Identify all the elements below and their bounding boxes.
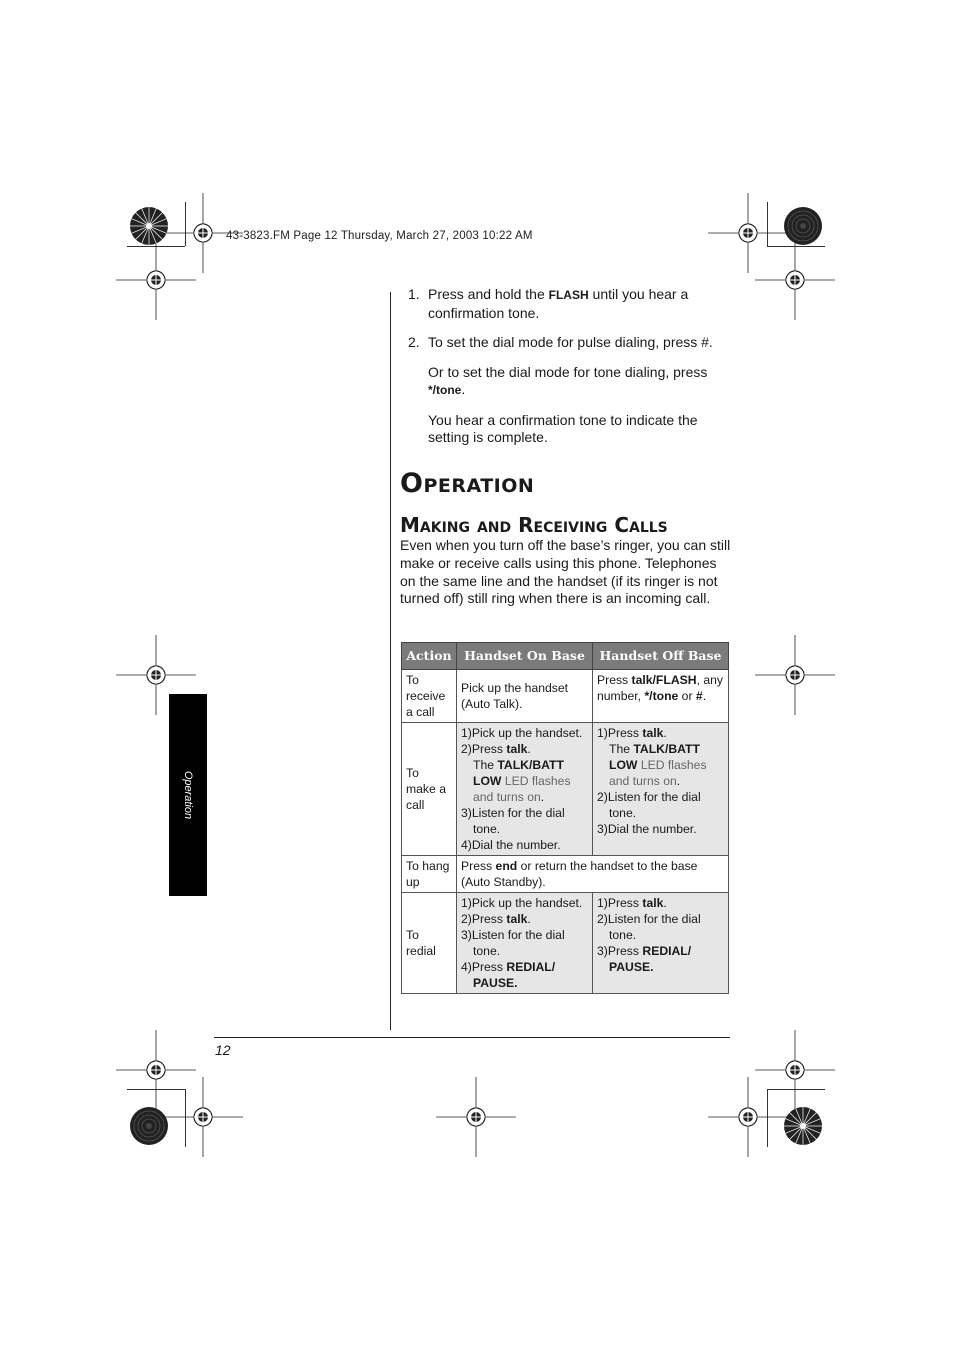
off-base-cell [593,670,729,723]
step-number: 2. [408,334,420,350]
action-cell: To make a call [402,723,457,856]
cell-line [597,943,724,975]
step-1 [408,286,738,322]
paragraph-text: . [461,381,466,397]
intro-paragraph: Even when you turn off the base’s ringer, you can still make or receive calls using this phone. Telephones on the same line and the handset (if its ringer is not turned off) still ring when there is an incoming call. [400,537,731,607]
side-tab [169,694,207,896]
cell-text: . [663,726,667,740]
off-base-cell [593,893,729,994]
led-label: TALK/BATT LOW [609,742,700,772]
table-row [402,723,729,856]
column-header: Handset On Base [457,643,593,670]
cell-line [597,895,724,911]
key-label: FLASH [548,288,589,302]
tone-paragraph [428,364,738,400]
starburst-mark [129,206,169,246]
cell-text: 4)Press [461,960,507,974]
cell-line: 2)Listen for the dial tone. [597,790,701,820]
cell-line: 3)Listen for the dial tone. [461,928,565,958]
cell-text: Press [597,673,632,687]
cell-text: 2)Press [461,912,507,926]
action-cell: To redial [402,893,457,994]
registration-mark [708,1077,788,1157]
column-header: Action [402,643,457,670]
cell-line [461,959,588,991]
table-row [402,670,729,723]
cell-line: 3)Dial the number. [597,822,697,836]
section-title: Operation [400,468,535,499]
cell-text: . [663,896,667,910]
on-base-cell: Pick up the handset (Auto Talk). [457,670,593,723]
action-cell: To receive a call [402,670,457,723]
cell-line [461,741,588,757]
step-2 [408,334,738,352]
key-label: talk [506,742,528,756]
registration-mark [436,1077,516,1157]
cell-text: . [527,742,531,756]
target-mark [783,206,823,246]
cell-text: . [676,774,681,788]
key-label: talk [506,912,528,926]
step-text [428,286,738,322]
table-row [402,856,729,893]
cell-text: The [473,758,498,772]
cell-line: 2)Listen for the dial tone. [597,912,701,942]
cell-line [597,725,724,741]
cell-text: . [527,912,531,926]
file-header: 43-3823.FM Page 12 Thursday, March 27, 2003 10:22 AM [226,230,533,242]
column-rule [390,292,391,1030]
paragraph-text: Or to set the dial mode for tone dialing, press [428,363,708,380]
registration-mark [116,240,196,320]
table-header-row [402,643,729,670]
confirm-paragraph: You hear a confirmation tone to indicate the setting is complete. [428,411,698,445]
table-row [402,893,729,994]
cell-line [597,741,724,789]
key-label: */tone [428,383,462,397]
cell-line: 1)Pick up the handset. [461,726,583,740]
key-label: talk [642,896,664,910]
cell-text: 2)Press [461,742,507,756]
cell-text: Press [461,859,496,873]
hangup-cell [457,856,729,893]
cell-text: LED flashes and turns on [609,758,707,788]
cell-text: LED flashes and turns on [473,774,571,804]
cell-text: . [540,790,545,804]
key-label: */tone [644,689,679,703]
key-label: REDIAL/ PAUSE. [473,960,556,990]
cell-text: 3)Press [597,944,643,958]
cell-line [461,757,588,805]
action-cell: To hang up [402,856,457,893]
key-label: talk [642,726,664,740]
key-label: end [495,859,518,873]
cell-text: 1)Press [597,896,643,910]
cell-text: or [678,689,696,703]
step-number: 1. [408,286,420,302]
target-mark [129,1106,169,1146]
step-text-pre: Press and hold the [428,286,549,302]
off-base-cell [593,723,729,856]
cell-text: . [702,689,707,703]
cell-line: 1)Pick up the handset. [461,896,583,910]
registration-mark [755,240,835,320]
cell-line: 3)Listen for the dial tone. [461,806,565,836]
cell-text: , any number, [597,673,723,703]
cell-text: 1)Press [597,726,643,740]
registration-mark [163,1077,243,1157]
starburst-mark [783,1106,823,1146]
step-text-post: until you hear a confirmation tone. [428,286,689,321]
key-label: talk/FLASH [631,673,697,687]
subsection-title: Making and Receiving Calls [400,513,668,537]
step-text: To set the dial mode for pulse dialing, press #. [428,334,713,350]
on-base-cell [457,893,593,994]
key-label: # [695,689,703,703]
instruction-steps [408,286,738,459]
key-label: REDIAL/ PAUSE. [609,944,692,974]
on-base-cell [457,723,593,856]
page-number: 12 [215,1042,231,1058]
registration-mark [755,635,835,715]
cell-text: or return the handset to the base (Auto Standby). [461,859,698,889]
cell-line [461,911,588,927]
column-header: Handset Off Base [593,643,729,670]
cell-line: 4)Dial the number. [461,838,561,852]
cell-text: The [609,742,634,756]
operations-table [401,642,729,994]
footer-rule [214,1037,730,1038]
side-tab-label: Operation [182,770,194,820]
led-label: TALK/BATT LOW [473,758,564,788]
